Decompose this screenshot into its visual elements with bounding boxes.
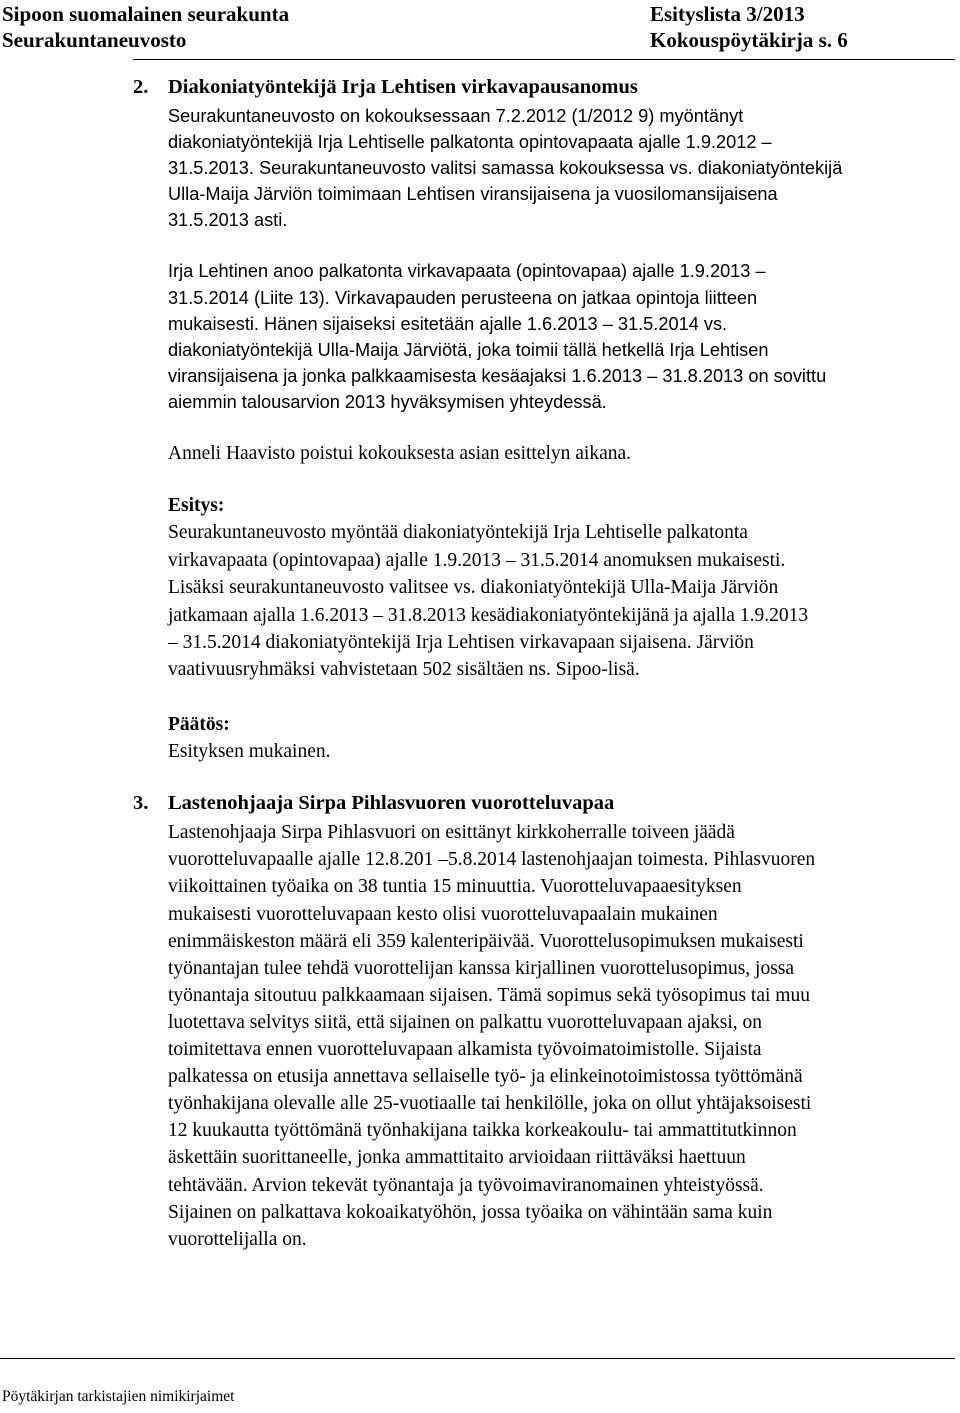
- decision-label: Päätös:: [168, 713, 230, 735]
- page-header: [0, 0, 960, 56]
- section-2-paragraph-2: Irja Lehtinen anoo palkatonta virkavapaata (opintovapaa) ajalle 1.9.2013 – 31.5.2014 (Liite 13). Virkavapauden perusteena on jatkaa opintoja liitteen mukaisesti. Hänen sijaiseksi esitetään ajalle 1.6.2013 – 31.5.2014 vs. diakoniatyöntekijä Ulla-Maija Järviötä, joka toimii tällä hetkellä Irja Lehtisen viransijaisena ja jonka palkkaamisesta kesäajaksi 1.6.2013 – 31.8.2013 on sovittu aiemmin talousarvion 2013 hyväksymisen yhteydessä.: [168, 261, 827, 412]
- agenda-number: Esityslista 3/2013: [650, 2, 805, 26]
- body-name: Seurakuntaneuvosto: [2, 28, 187, 52]
- section-2-paragraph-3: Anneli Haavisto poistui kokouksesta asian esittelyn aikana.: [168, 443, 632, 465]
- section-2-paragraph-1: Seurakuntaneuvosto on kokouksessaan 7.2.2012 (1/2012 9) myöntänyt diakoniatyöntekijä Irja Lehtiselle palkatonta opintovapaata ajalle 1.9.2012 – 31.5.2013. Seurakuntaneuvosto valitsi samassa kokouksessa vs. diakoniatyöntekijä Ulla-Maija Järviön toimimaan Lehtisen viransijaisena ja vuosilomansijaisena 31.5.2013 asti.: [168, 106, 843, 231]
- header-rule: [133, 59, 955, 60]
- page-content: [0, 76, 960, 1253]
- section-title: Diakoniatyöntekijä Irja Lehtisen virkavapausanomus: [168, 76, 638, 98]
- section-title: Lastenohjaaja Sirpa Pihlasvuoren vuorotteluvapaa: [168, 792, 615, 815]
- footer-text: Pöytäkirjan tarkistajien nimikirjaimet: [2, 1388, 235, 1405]
- section-3-heading: [0, 792, 960, 819]
- decision-text: Esityksen mukainen.: [168, 740, 331, 762]
- section-number: 3.: [133, 792, 149, 815]
- proposal-label: Esitys:: [168, 495, 225, 517]
- footer-rule: [0, 1358, 955, 1359]
- section-2-heading: [0, 76, 960, 103]
- minutes-page: Kokouspöytäkirja s. 6: [650, 28, 848, 52]
- section-number: 2.: [133, 76, 149, 98]
- org-name: Sipoon suomalainen seurakunta: [2, 2, 290, 26]
- section-3-paragraph-1: Lastenohjaaja Sirpa Pihlasvuori on esittänyt kirkkoherralle toiveen jäädä vuorotteluvapaalle ajalle 12.8.201 –5.8.2014 lastenohjaajan toimesta. Pihlasvuoren viikoittainen työaika on 38 tuntia 15 minuuttia. Vuorotteluvapaaesityksen mukaisesti vuorotteluvapaan kesto olisi vuorotteluvapaalain mukainen enimmäiskeston määrä eli 359 kalenteripäivää. Vuorottelusopimuksen mukaisesti työnantajan tulee tehdä vuorottelijan kanssa kirjallinen vuorottelusopimus, jossa työnantaja sitoutuu palkkaamaan sijaisen. Tämä sopimus sekä työsopimus tai muu luotettava selvitys siitä, että sijainen on palkattu vuorotteluvapaan ajaksi, on toimitettava ennen vuorotteluvapaan alkamista työvoimatoimistolle. Sijaista palkatessa on etusija annettava sellaiselle työ- ja elinkeinotoimistossa työttömänä työnhakijana olevalle alle 25-vuotiaalle tai henkilölle, joka on ollut yhtäjaksoisesti 12 kuukautta työttömänä työnhakijana taikka korkeakoulu- tai ammattitutkinnon äskettäin suorittaneelle, jonka ammattitaito arvioidaan riittäväksi haettuun tehtävään. Arvion tekevät työnantaja ja työvoimaviranomainen yhteistyössä. Sijainen on palkattava kokoaikatyöhön, jossa työaika on vähintään sama kuin vuorottelijalla on.: [168, 822, 816, 1250]
- proposal-text: Seurakuntaneuvosto myöntää diakoniatyöntekijä Irja Lehtiselle palkatonta virkavapaata (opintovapaa) ajalle 1.9.2013 – 31.5.2014 anomuksen mukaisesti. Lisäksi seurakuntaneuvosto valitsee vs. diakoniatyöntekijä Ulla-Maija Järviön jatkamaan ajalla 1.6.2013 – 31.8.2013 kesädiakoniatyöntekijänä ja ajalla 1.9.2013 – 31.5.2014 diakoniatyöntekijä Irja Lehtisen virkavapaan sijaisena. Järviön vaativuusryhmäksi vahvistetaan 502 sisältäen ns. Sipoo-lisä.: [168, 522, 809, 681]
